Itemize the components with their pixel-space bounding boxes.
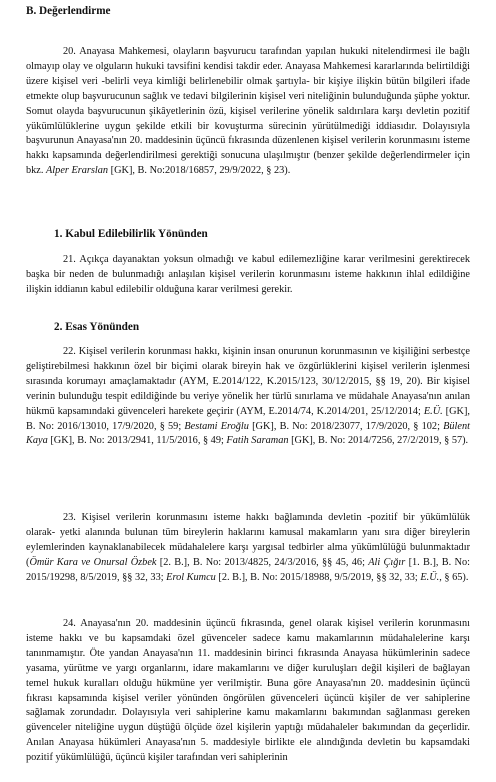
paragraph-text: [1. B.], B. No: 2015/19298, 8/5/2019, §§ 32, 33;	[26, 556, 470, 583]
paragraph-20	[26, 45, 470, 179]
italic-citation: Alper Erarslan	[46, 165, 109, 177]
paragraph-text: 23. Kişisel verilerin korunmasını isteme hakkı bağlamında devletin -pozitif bir yükümlülük olarak- yetki alanında bulunan tüm bireylerin haklarını kamusal makamların yanı sıra diğer bireylerin eylemlerinden kaynaklanabilecek müdahalelere karşı yargısal tedbirler alma yükümlülüğü bulunmaktadır (	[26, 512, 470, 568]
paragraph-text: , § 65).	[439, 571, 469, 583]
paragraph-text: 24. Anayasa'nın 20. maddesinin üçüncü fıkrasında, genel olarak kişisel verilerin korunmasını isteme hakkı ve bu kapsamdaki özel güvenceler sadece kamu makamlarının müdahalelerine karşı tanınmamıştır. Öte yandan Anayasa'nın 11. maddesinin birinci fıkrasında Anayasa hükümlerinin sadece yasama, yürütme ve yargı organlarını, idare makamlarını ve diğer kuruluşları değil kişileri de bağlayan temel hukuk kuralları olduğu hükmüne yer verilmiştir. Buna göre Anayasa'nın 20. maddesinin üçüncü fıkrası kapsamında kişisel veriler yönünden öngörülen güvenceleri üçüncü kişiler de ver sahiplerine sağlamak zorundadır. Dolayısıyla veri sahiplerine kamu makamlarını bakımından sağlanması gereken güvenceler niteliğine uygun düştüğü ölçüde özel kişilerin yaptığı müdahaleler bakımından da geçerlidir. Anılan Anayasa hükümleri Anayasa'nın 5. maddesiyle birlikte ele alındığında devletin bu kapsamdaki pozitif yükümlülüğü, üçüncü kişiler tarafından veri sahiplerinin	[26, 618, 470, 764]
paragraph-text: [GK], B. No: 2014/7256, 27/2/2019, § 57).	[288, 435, 469, 447]
paragraph-text: [GK], B. No: 2018/23077, 17/9/2020, § 102;	[248, 420, 444, 432]
italic-citation: Bülent Kaya	[26, 420, 470, 447]
paragraph-text: [GK], B. No:2018/16857, 29/9/2022, § 23).	[108, 165, 291, 177]
italic-citation: Ömür Kara ve Onursal Özbek	[29, 556, 157, 568]
italic-citation: Erol Kumcu	[166, 571, 216, 583]
paragraph-23	[26, 511, 470, 586]
paragraph-text: [2. B.], B. No: 2013/4825, 24/3/2016, §§ 45, 46;	[156, 556, 369, 568]
paragraph-21	[26, 253, 470, 298]
italic-citation: E.Ü.	[423, 405, 443, 417]
section-heading-evaluation: B. Değerlendirme	[26, 5, 111, 17]
paragraph-text: 21. Açıkça dayanaktan yoksun olmadığı ve kabul edilemezliğine karar verilmesini gerektirecek başka bir neden de bulunmadığı anlaşılan kişisel verilerin korunmasını isteme hakkının ihlal edildiğine ilişkin iddianın kabul edilebilir olduğuna karar verilmesi gerekir.	[26, 254, 470, 295]
italic-citation: Ali Çığır	[368, 556, 406, 568]
paragraph-text: [GK], B. No: 2016/13010, 17/9/2020, § 59;	[26, 405, 470, 432]
section-heading-merits: 2. Esas Yönünden	[54, 321, 140, 333]
paragraph-text: 20. Anayasa Mahkemesi, olayların başvurucu tarafından yapılan hukuki nitelendirmesi ile bağlı olmayıp olay ve olguların hukuki tavsifini kendisi takdir eder. Anayasa Mahkemesi kararlarında belirtildiği üzere kişisel veri -belirli veya kimliği belirlenebilir olmak şartıyla- bir kişiye ilişkin bütün bilgileri ifade etmekte olup başvurucunun sağlık ve tedavi bilgilerinin kişisel veri niteliğinin bulunduğunda şüphe yoktur. Somut olayda başvurucunun şikâyetlerinin özü, kişisel verilerine yönelik saldırılara karşı devletin pozitif yükümlülüklerine uygun şekilde etkili bir kovuşturma sürecinin yürütülmediği iddiasıdır. Dolayısıyla başvurunun Anayasa'nın 20. maddesinin üçüncü fıkrasında düzenlenen kişisel verilerin korunmasını isteme hakkı kapsamında değerlendirilmesi gerektiği sonucuna ulaşılmıştır (benzer şekilde değerlendirmeler için bkz.	[26, 46, 470, 177]
paragraph-text: [GK], B. No: 2013/2941, 11/5/2016, § 49;	[47, 435, 227, 447]
paragraph-text: 22. Kişisel verilerin korunması hakkı, kişinin insan onurunun korunmasının ve kişiliğini serbestçe geliştirebilmesi hakkının özel bir biçimi olarak bireyin hak ve özgürlüklerini kişisel verilerin işlenmesi sırasında korumayı amaçlamaktadır (AYM, E.2014/122, K.2015/123, 30/12/2015, §§ 19, 20). Bir kişisel verinin bulunduğu tespit edildiğinde bu veriye yönelik her türlü sınırlama ve müdahale Anayasa'nın anılan hükmü kapsamındaki güvenceleri harekete geçirir (AYM, E.2014/74, K.2014/201, 25/12/2014;	[26, 346, 470, 417]
section-heading-admissibility: 1. Kabul Edilebilirlik Yönünden	[54, 228, 208, 240]
italic-citation: E.Ü.	[420, 571, 440, 583]
italic-citation: Fatih Saraman	[226, 435, 289, 447]
paragraph-24	[26, 617, 470, 766]
paragraph-22	[26, 345, 470, 449]
italic-citation: Bestami Eroğlu	[184, 420, 249, 432]
paragraph-text: [2. B.], B. No: 2015/18988, 9/5/2019, §§ 32, 33;	[215, 571, 421, 583]
